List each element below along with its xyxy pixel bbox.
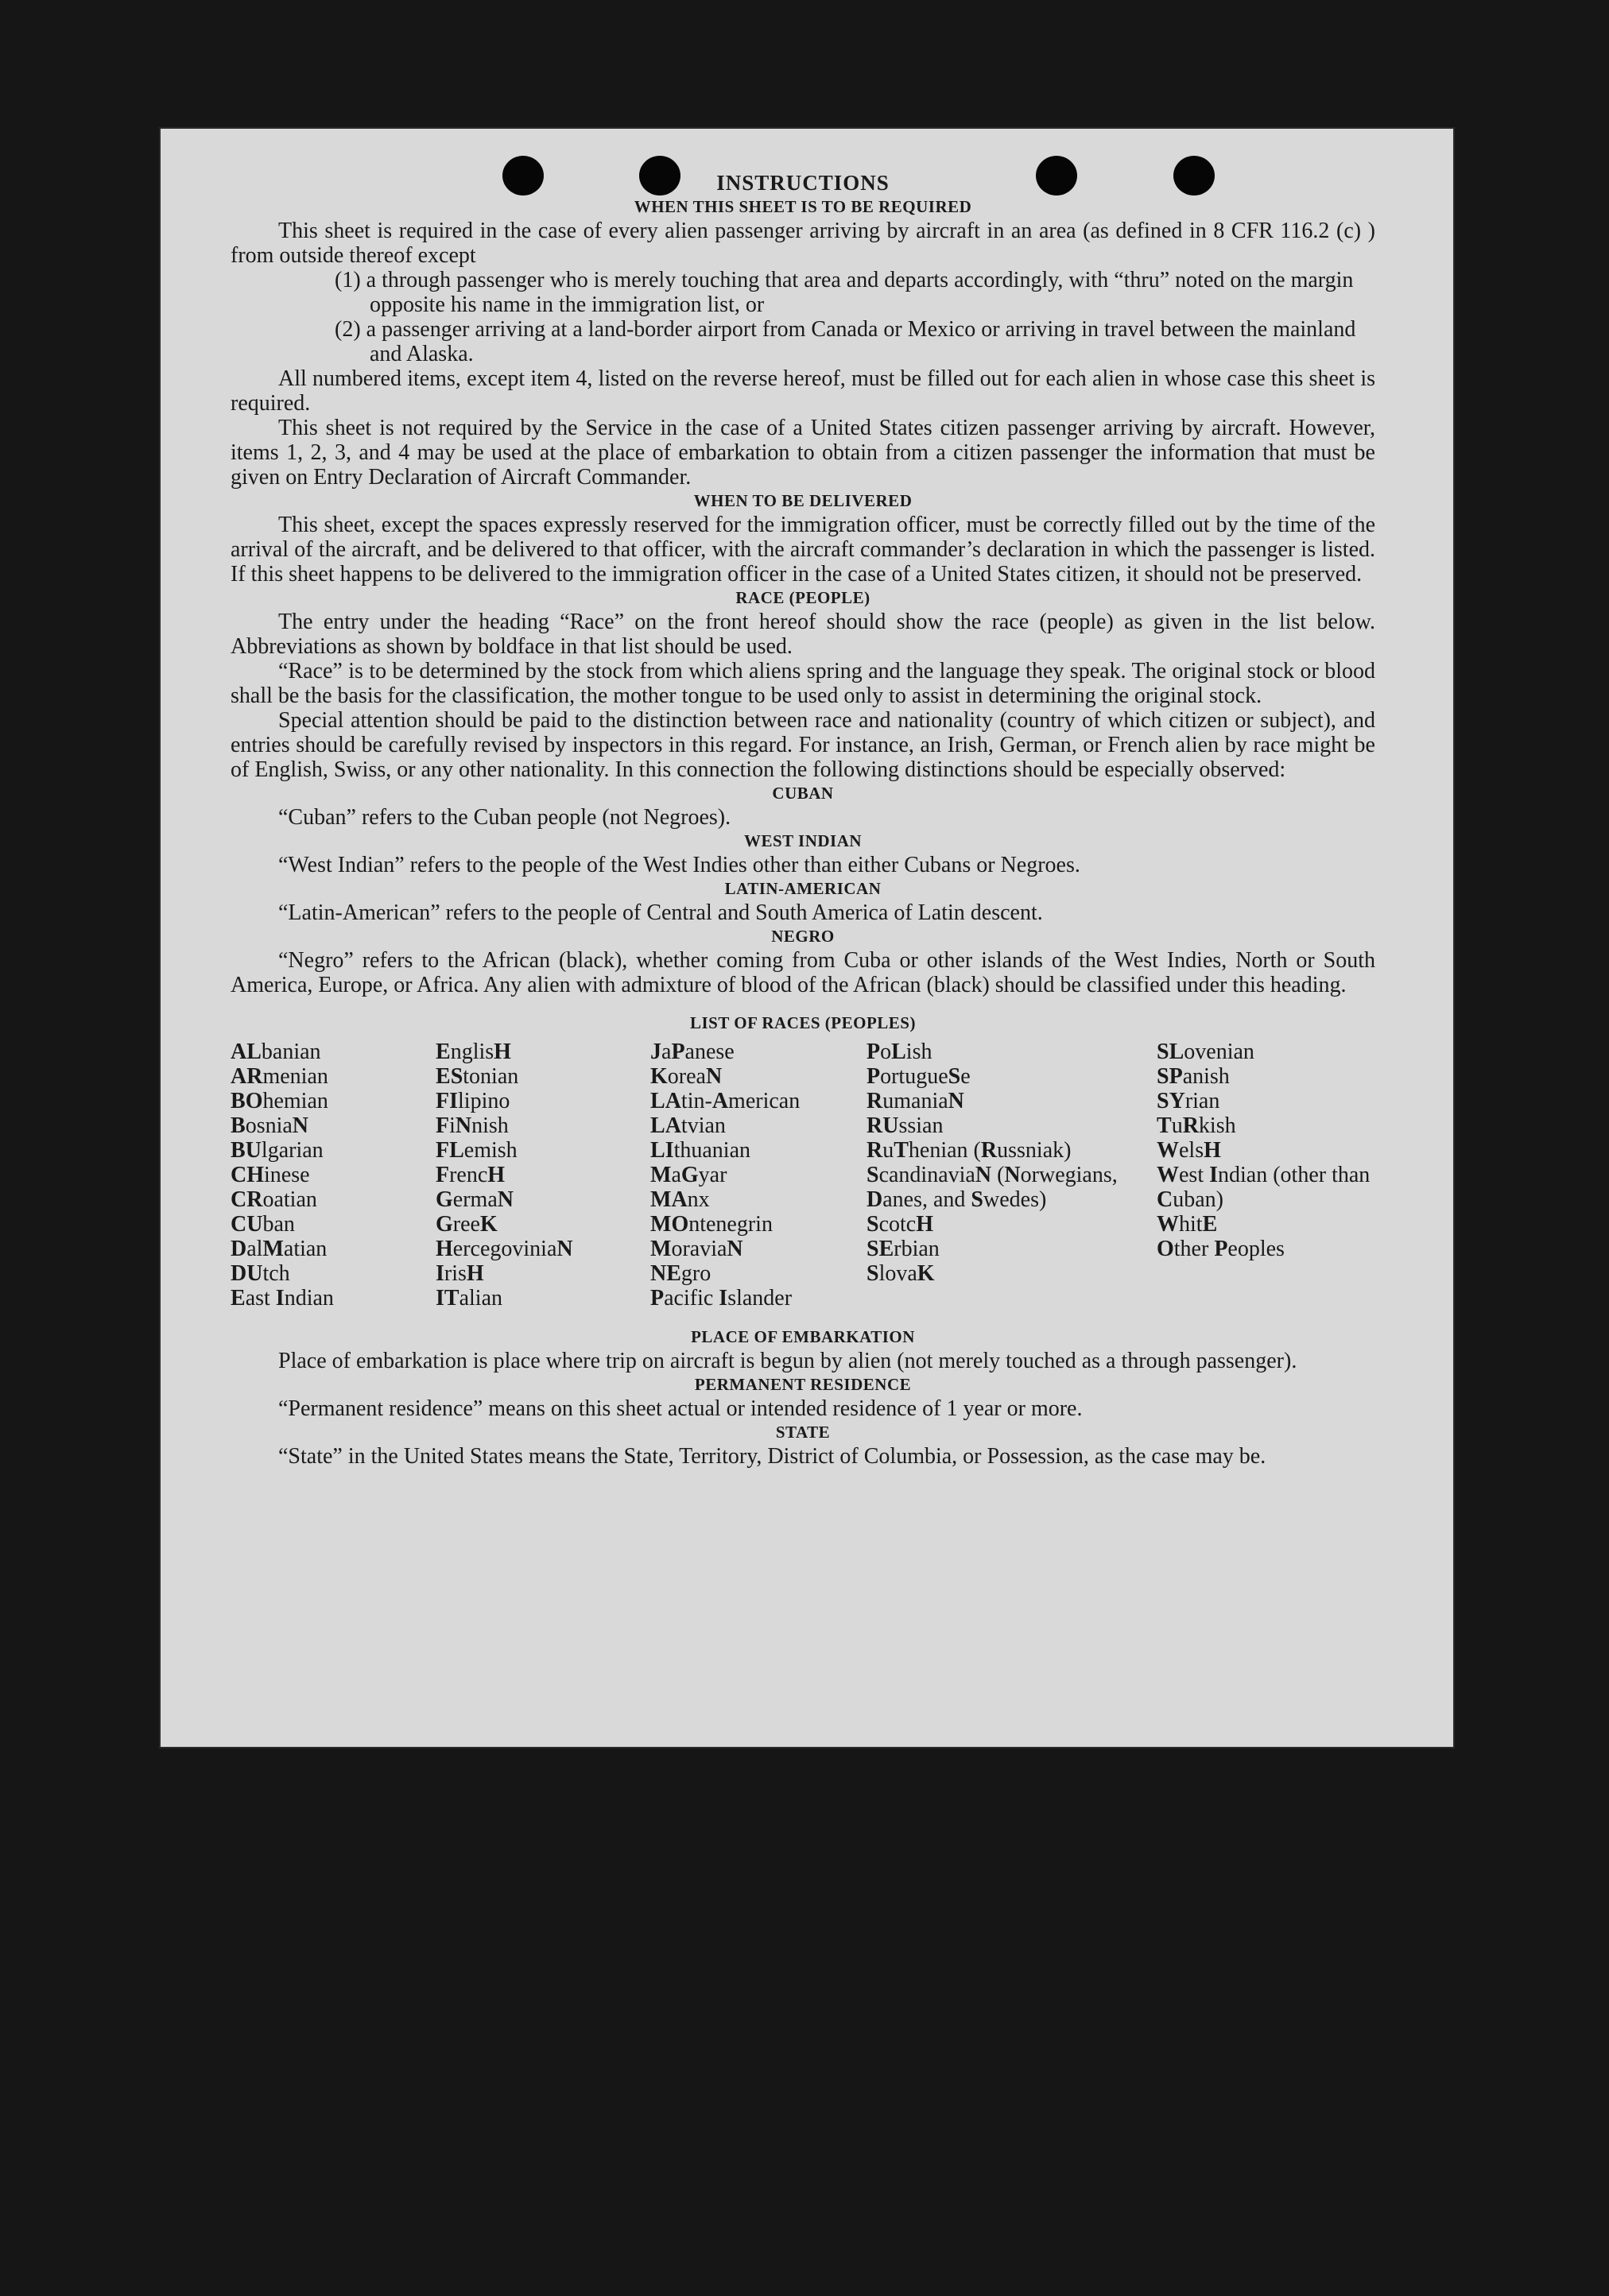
document-sheet bbox=[159, 127, 1455, 1748]
race-item: DUtch bbox=[231, 1261, 290, 1286]
race-item: BUlgarian bbox=[231, 1138, 324, 1163]
paragraph: “Race” is to be determined by the stock from which aliens spring and the language they speak. The original stock or blood shall be the basis for the classification, the mother tongue to be used only to assist in determining the original stock. bbox=[231, 659, 1375, 708]
race-item: West Indian (other than Cuban) bbox=[1157, 1163, 1371, 1212]
race-item: RUssian bbox=[867, 1113, 944, 1138]
race-item: SLovenian bbox=[1157, 1040, 1254, 1064]
paragraph: “West Indian” refers to the people of the West Indies other than either Cubans or Negroes. bbox=[278, 853, 1080, 877]
race-item: BosniaN bbox=[231, 1113, 309, 1138]
race-item: GermaN bbox=[436, 1187, 514, 1212]
race-item: SYrian bbox=[1157, 1089, 1220, 1113]
section-title-state: STATE bbox=[775, 1423, 831, 1442]
section-title-cuban: CUBAN bbox=[772, 784, 834, 803]
race-item: IrisH bbox=[436, 1261, 484, 1286]
race-item: LAtin-American bbox=[650, 1089, 801, 1113]
race-item: SErbian bbox=[867, 1237, 940, 1261]
race-item: DalMatian bbox=[231, 1237, 328, 1261]
race-item: RuThenian (Russniak) bbox=[867, 1138, 1072, 1163]
race-item: BOhemian bbox=[231, 1089, 328, 1113]
race-item: Other Peoples bbox=[1157, 1237, 1285, 1261]
race-item: EStonian bbox=[436, 1064, 519, 1089]
race-item: ARmenian bbox=[231, 1064, 328, 1089]
race-item: GreeK bbox=[436, 1212, 498, 1237]
race-item: PoLish bbox=[867, 1040, 932, 1064]
race-item: WelsH bbox=[1157, 1138, 1221, 1163]
paragraph: “Latin-American” refers to the people of Central and South America of Latin descent. bbox=[278, 900, 1043, 925]
paragraph: Place of embarkation is place where trip on aircraft is begun by alien (not merely touched as a through passenger). bbox=[278, 1349, 1297, 1373]
race-item: TuRkish bbox=[1157, 1113, 1236, 1138]
race-item: East Indian bbox=[231, 1286, 334, 1311]
section-title-list-of-races: LIST OF RACES (PEOPLES) bbox=[690, 1013, 916, 1032]
race-item: JaPanese bbox=[650, 1040, 735, 1064]
section-title-when-required: WHEN THIS SHEET IS TO BE REQUIRED bbox=[634, 197, 972, 216]
race-item: SPanish bbox=[1157, 1064, 1230, 1089]
race-item: CHinese bbox=[231, 1163, 310, 1187]
paragraph: This sheet, except the spaces expressly reserved for the immigration officer, must be correctly filled out by the time of the arrival of the aircraft, and be delivered to that officer, with the aircraft commander’s declaration in which the passenger is listed. If this sheet happens to be delivered to the immigration officer in the case of a United States citizen, it should not be preserved. bbox=[231, 513, 1375, 587]
section-title-when-delivered: WHEN TO BE DELIVERED bbox=[693, 491, 913, 510]
race-item: Pacific Islander bbox=[650, 1286, 793, 1311]
paragraph: This sheet is not required by the Service in the case of a United States citizen passenger arriving by aircraft. However, items 1, 2, 3, and 4 may be used at the place of embarkation to obtain from a citizen passenger the information that must be given on Entry Declaration of Aircraft Commander. bbox=[231, 416, 1375, 490]
race-item: EnglisH bbox=[436, 1040, 511, 1064]
race-item: WhitE bbox=[1157, 1212, 1218, 1237]
race-item: LIthuanian bbox=[650, 1138, 751, 1163]
races-list bbox=[231, 1040, 1375, 1326]
race-item: FrencH bbox=[436, 1163, 506, 1187]
section-title-residence: PERMANENT RESIDENCE bbox=[694, 1375, 912, 1394]
section-title-negro: NEGRO bbox=[771, 927, 835, 946]
list-item: (2) a passenger arriving at a land-border airport from Canada or Mexico or arriving in travel between the mainland and Alaska. bbox=[335, 317, 1356, 366]
paragraph: All numbered items, except item 4, listed on the reverse hereof, must be filled out for each alien in whose case this sheet is required. bbox=[231, 366, 1375, 416]
race-item: ITalian bbox=[436, 1286, 503, 1311]
race-item: FiNnish bbox=[436, 1113, 509, 1138]
race-item: SlovaK bbox=[867, 1261, 935, 1286]
race-item: MOntenegrin bbox=[650, 1212, 773, 1237]
race-item: CUban bbox=[231, 1212, 295, 1237]
paragraph: “Cuban” refers to the Cuban people (not Negroes). bbox=[278, 805, 731, 830]
paragraph: The entry under the heading “Race” on the front hereof should show the race (people) as given in the list below. Abbreviations as shown by boldface in that list should be used. bbox=[231, 610, 1375, 659]
paragraph: This sheet is required in the case of every alien passenger arriving by aircraft in an area (as defined in 8 CFR 116.2 (c) ) from outside thereof except bbox=[231, 219, 1375, 268]
races-column bbox=[867, 1040, 1121, 1286]
race-item: ScandinaviaN (Norwegians, Danes, and Swedes) bbox=[867, 1163, 1118, 1212]
race-item: MAnx bbox=[650, 1187, 710, 1212]
race-item: FLemish bbox=[436, 1138, 518, 1163]
race-item: LAtvian bbox=[650, 1113, 726, 1138]
section-title-west-indian: WEST INDIAN bbox=[743, 831, 863, 850]
race-item: HercegoviniaN bbox=[436, 1237, 573, 1261]
race-item: NEgro bbox=[650, 1261, 711, 1286]
race-item: ALbanian bbox=[231, 1040, 321, 1064]
paragraph: “Permanent residence” means on this sheet actual or intended residence of 1 year or more. bbox=[278, 1396, 1083, 1421]
race-item: KoreaN bbox=[650, 1064, 723, 1089]
race-item: ScotcH bbox=[867, 1212, 933, 1237]
race-item: PortugueSe bbox=[867, 1064, 971, 1089]
races-column bbox=[650, 1040, 800, 1311]
race-item: MaGyar bbox=[650, 1163, 727, 1187]
race-item: CRoatian bbox=[231, 1187, 317, 1212]
section-title-race: RACE (PEOPLE) bbox=[735, 588, 870, 607]
section-title-latin-american: LATIN-AMERICAN bbox=[724, 879, 882, 898]
paragraph: Special attention should be paid to the distinction between race and nationality (country of which citizen or subject), and entries should be carefully revised by inspectors in this regard. For instance, an Irish, German, or French alien by race might be of English, Swiss, or any other nationality. In this connection the following distinctions should be especially observed: bbox=[231, 708, 1375, 782]
race-item: FIlipino bbox=[436, 1089, 510, 1113]
paragraph: “State” in the United States means the State, Territory, District of Columbia, or Possession, as the case may be. bbox=[278, 1444, 1266, 1469]
section-title-embarkation: PLACE OF EMBARKATION bbox=[691, 1327, 915, 1346]
instructions-content bbox=[231, 170, 1375, 1469]
races-column bbox=[436, 1040, 573, 1311]
race-item: RumaniaN bbox=[867, 1089, 964, 1113]
list-item: (1) a through passenger who is merely touching that area and departs accordingly, with “thru” noted on the margin opposite his name in the immigration list, or bbox=[335, 268, 1354, 317]
main-heading: INSTRUCTIONS bbox=[716, 171, 890, 195]
races-column bbox=[231, 1040, 334, 1311]
race-item: MoraviaN bbox=[650, 1237, 743, 1261]
races-column bbox=[1157, 1040, 1387, 1261]
paragraph: “Negro” refers to the African (black), whether coming from Cuba or other islands of the West Indies, North or South America, Europe, or Africa. Any alien with admixture of blood of the African (black) should be classified under this heading. bbox=[231, 948, 1375, 997]
